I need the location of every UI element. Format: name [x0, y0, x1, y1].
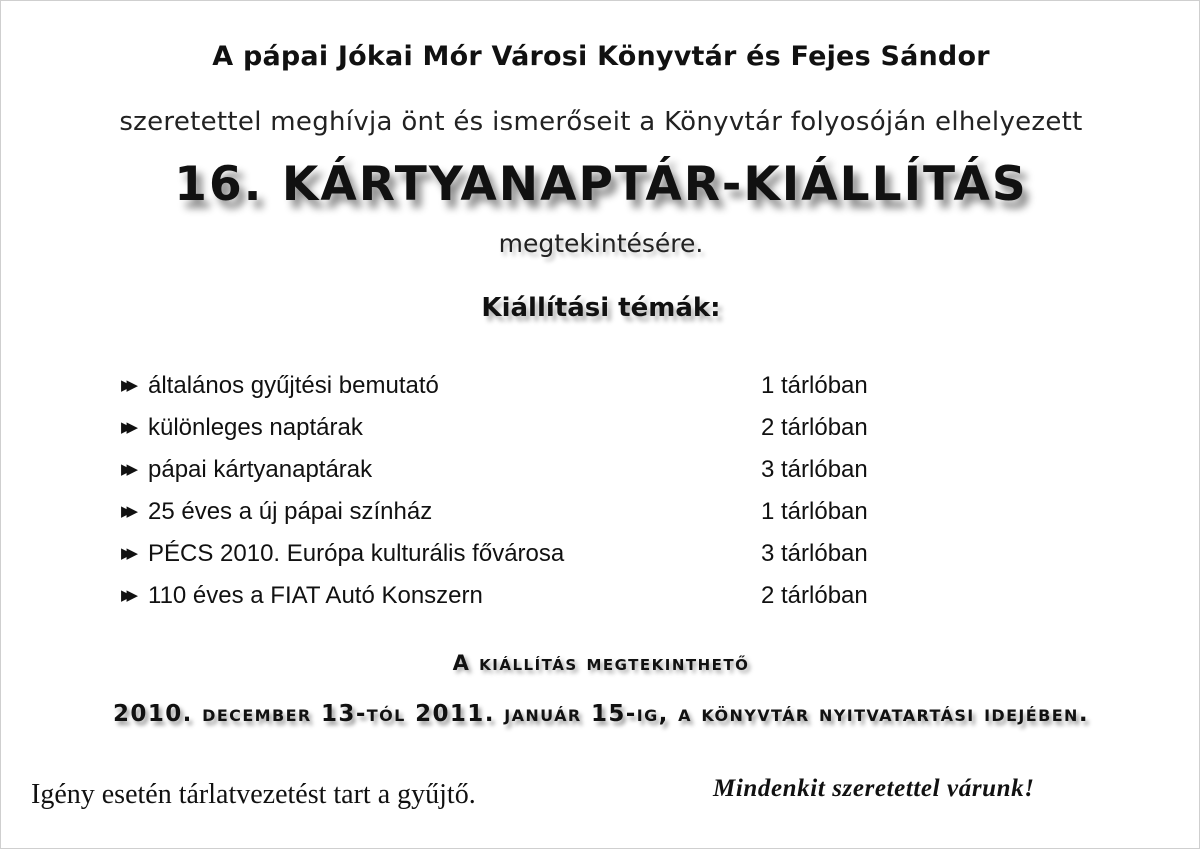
list-item — [121, 453, 921, 495]
list-item — [121, 369, 921, 411]
topic-label: általános gyűjtési bemutató — [148, 372, 439, 399]
double-arrow-right-icon: ▶▶ — [121, 377, 133, 394]
invitation-text: szeretettel meghívja önt és ismerőseit a Könyvtár folyosóján elhelyezett — [119, 107, 1083, 137]
welcome-note: Mindenkit szeretettel várunk! — [713, 775, 1035, 802]
viewing-text: megtekintésére. — [498, 229, 704, 258]
guided-tour-note: Igény esetén tárlatvezetést tart a gyűjtő. — [31, 779, 476, 810]
topic-count: 2 tárlóban — [761, 414, 868, 441]
topic-label: pápai kártyanaptárak — [148, 456, 373, 483]
viewing-dates: 2010. december 13-tól 2011. január 15-ig, a könyvtár nyitvatartási idejében. — [113, 701, 1089, 727]
topic-label: 25 éves a új pápai színház — [148, 498, 433, 525]
organizers-heading: A pápai Jókai Mór Városi Könyvtár és Fejes Sándor — [212, 41, 990, 72]
topic-label: különleges naptárak — [148, 414, 363, 441]
double-arrow-right-icon: ▶▶ — [121, 419, 133, 436]
double-arrow-right-icon: ▶▶ — [121, 545, 133, 562]
double-arrow-right-icon: ▶▶ — [121, 503, 133, 520]
topics-list — [121, 369, 921, 621]
topic-count: 3 tárlóban — [761, 540, 868, 567]
list-item — [121, 579, 921, 621]
double-arrow-right-icon: ▶▶ — [121, 587, 133, 604]
topic-count: 1 tárlóban — [761, 498, 868, 525]
topic-count: 3 tárlóban — [761, 456, 868, 483]
topic-count: 2 tárlóban — [761, 582, 868, 609]
exhibition-title: 16. KÁRTYANAPTÁR-KIÁLLÍTÁS — [174, 157, 1028, 212]
viewing-notice: A kiállítás megtekinthető — [452, 651, 750, 675]
topics-heading: Kiállítási témák: — [481, 293, 721, 323]
topic-label: PÉCS 2010. Európa kulturális fővárosa — [148, 540, 565, 567]
list-item — [121, 411, 921, 453]
double-arrow-right-icon: ▶▶ — [121, 461, 133, 478]
topic-count: 1 tárlóban — [761, 372, 868, 399]
list-item — [121, 495, 921, 537]
topic-label: 110 éves a FIAT Autó Konszern — [148, 582, 483, 609]
list-item — [121, 537, 921, 579]
